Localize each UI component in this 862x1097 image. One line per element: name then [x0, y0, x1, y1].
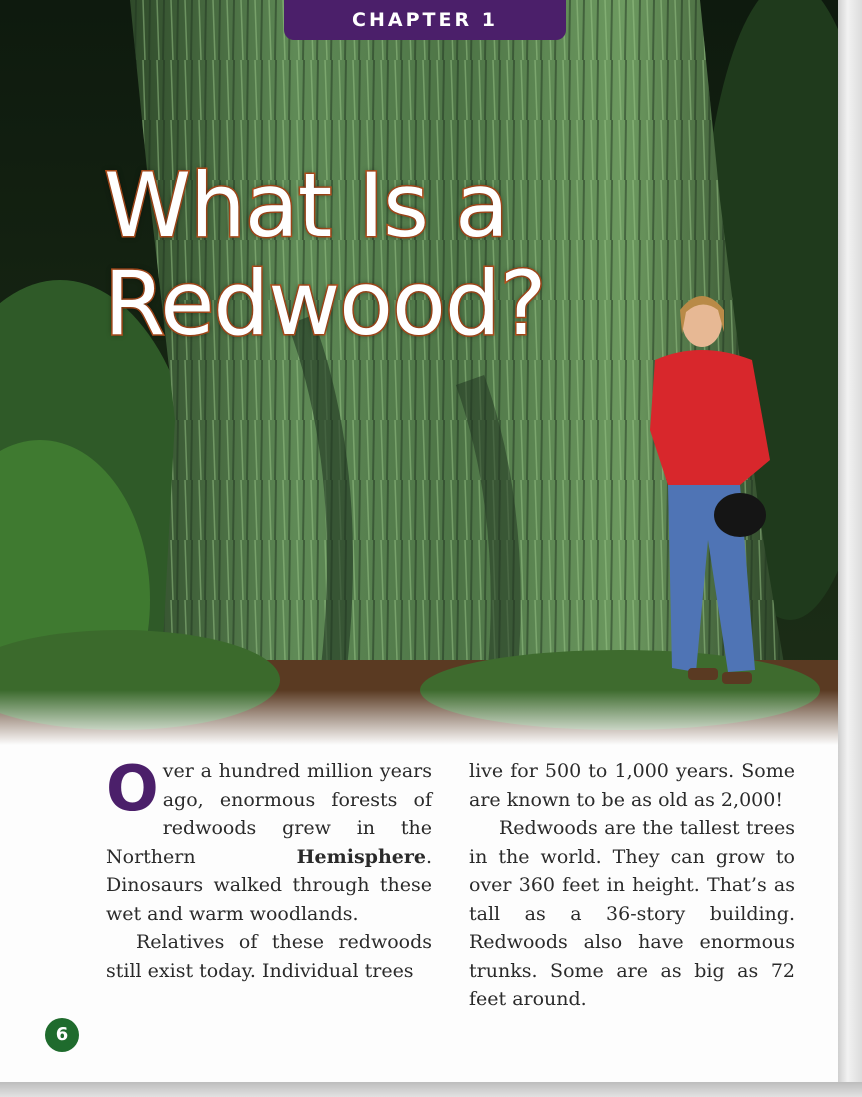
paragraph-3: Redwoods are the tallest trees in the world. They can grow to over 360 feet in height. That’s as tall as a 36-story building. Redwoods also have enormous trunks. Some are as big as 72 feet around. — [469, 817, 795, 1010]
paragraph-2: Relatives of these redwoods still exist today. Individual trees — [106, 931, 432, 982]
text-column-left — [106, 752, 432, 985]
page-number-badge: 6 — [45, 1018, 79, 1052]
glossary-term: Hemisphere — [296, 845, 426, 868]
title-line-1: What Is a — [104, 153, 508, 257]
drop-cap: O — [106, 752, 159, 825]
page-title — [104, 153, 744, 355]
paragraph-1: Over a hundred million years ago, enormous forests of redwoods grew in the Northern Hemisphere. Dinosaurs walked through these wet and warm woodlands. — [106, 752, 432, 925]
title-line-2: Redwood? — [104, 251, 546, 355]
chapter-tab: CHAPTER 1 — [284, 0, 566, 40]
page-edge — [838, 0, 862, 1097]
paragraph-2-continued: live for 500 to 1,000 years. Some are known to be as old as 2,000! — [469, 760, 795, 811]
text-column-right — [469, 757, 795, 1014]
page-bottom-edge — [0, 1082, 862, 1097]
